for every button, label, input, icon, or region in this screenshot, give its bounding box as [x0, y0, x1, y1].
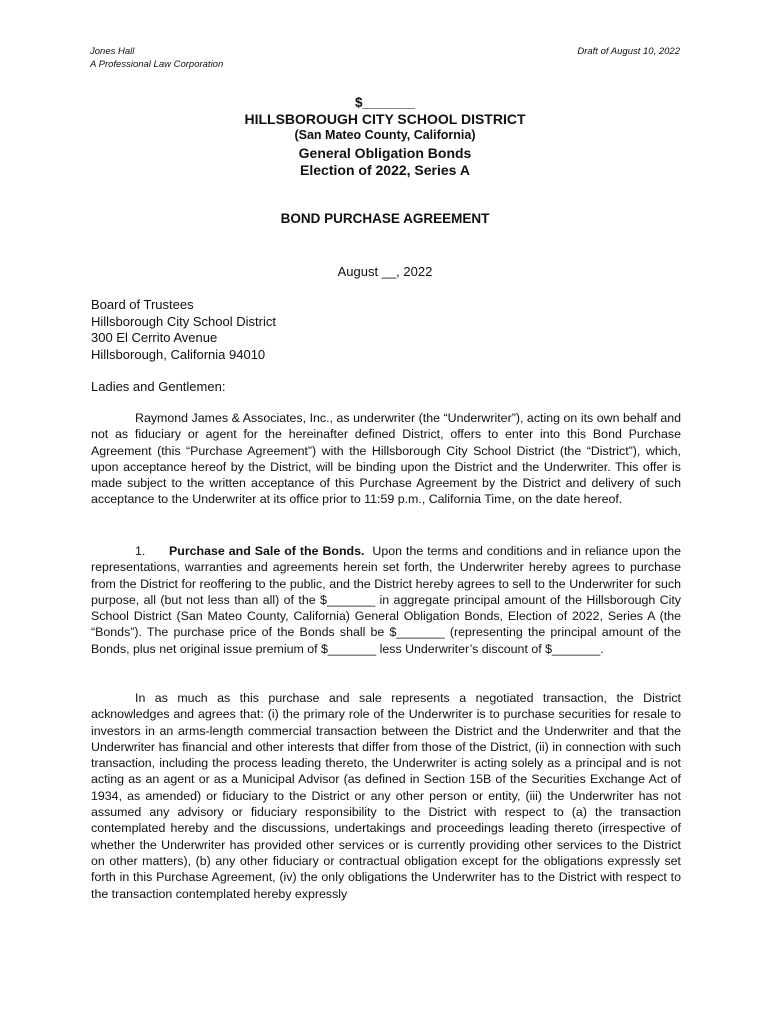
intro-paragraph: Raymond James & Associates, Inc., as underwriter (the “Underwriter”), acting on its own behalf and not as fiduciary or agent for the hereinafter defined District, offers to enter into this Bond Purchase Agreement (this “Purchase Agreement”) with the Hillsborough City School District (the “District”), which, upon acceptance hereof by the District, will be binding upon the District and the Underwriter. This offer is made subject to the written acceptance of this Purchase Agreement by the District and delivery of such acceptance to the Underwriter at its office prior to 11:59 p.m., California Time, on the date hereof.: [91, 411, 681, 507]
addressee-line: Board of Trustees: [91, 297, 194, 312]
firm-type: A Professional Law Corporation: [90, 59, 224, 70]
addressee-line: 300 El Cerrito Avenue: [91, 330, 218, 345]
addressee-line: Hillsborough City School District: [91, 313, 276, 329]
salutation: Ladies and Gentlemen:: [91, 379, 226, 394]
section-1-paragraph: [91, 543, 681, 657]
bond-amount: $_______: [354, 95, 416, 110]
firm-header: [90, 45, 223, 71]
agreement-date: August __, 2022: [337, 264, 433, 279]
section-number: 1.: [135, 544, 146, 558]
section-text: Upon the terms and conditions and in reliance upon the representations, warranties and agreements herein set forth, the Underwriter hereby agrees to purchase from the District for reoffering to the public, and the District hereby agrees to sell to the Underwriter for such purpose, all (but not less than all) of the $_______ in aggregate principal amount of the Hillsborough City School District (San Mateo County, California) General Obligation Bonds, Election of 2022, Series A (the “Bonds”). The purchase price of the Bonds shall be $_______ (representing the principal amount of the Bonds, plus net original issue premium of $_______ less Underwriter’s discount of $_______.: [91, 544, 681, 656]
district-title: HILLSBOROUGH CITY SCHOOL DISTRICT: [244, 111, 526, 127]
bonds-title: General Obligation Bonds: [298, 145, 472, 161]
agreement-title: BOND PURCHASE AGREEMENT: [280, 211, 490, 226]
county-subtitle: (San Mateo County, California): [294, 128, 476, 142]
series-title: Election of 2022, Series A: [300, 162, 470, 178]
negotiated-transaction-paragraph: In as much as this purchase and sale represents a negotiated transaction, the District acknowledges and agrees that: (i) the primary role of the Underwriter is to purchase securities for resale to investors in an arms-length commercial transaction between the District and the Underwriter and that the Underwriter has financial and other interests that differ from those of the District, (ii) in connection with such transaction, including the process leading thereto, the Underwriter is acting solely as a principal and is not acting as an agent or as a Municipal Advisor (as defined in Section 15B of the Securities Exchange Act of 1934, as amended) or fiduciary to the District or any other person or entity, (iii) the Underwriter has not assumed any advisory or fiduciary responsibility to the District with respect to (a) the transaction contemplated hereby and the discussions, undertakings and proceedings leading thereto (irrespective of whether the Underwriter has provided other services or is currently providing other services to the District on other matters), (b) any other fiduciary or contractual obligation except for the obligations expressly set forth in this Purchase Agreement, (iv) the only obligations the Underwriter has to the District with respect to the transaction contemplated hereby expressly: [91, 691, 681, 901]
addressee-block: [91, 297, 276, 363]
section-title: Purchase and Sale of the Bonds.: [169, 544, 365, 558]
firm-name: Jones Hall: [90, 46, 135, 57]
addressee-line: Hillsborough, California 94010: [91, 346, 266, 362]
draft-date: Draft of August 10, 2022: [577, 46, 680, 57]
